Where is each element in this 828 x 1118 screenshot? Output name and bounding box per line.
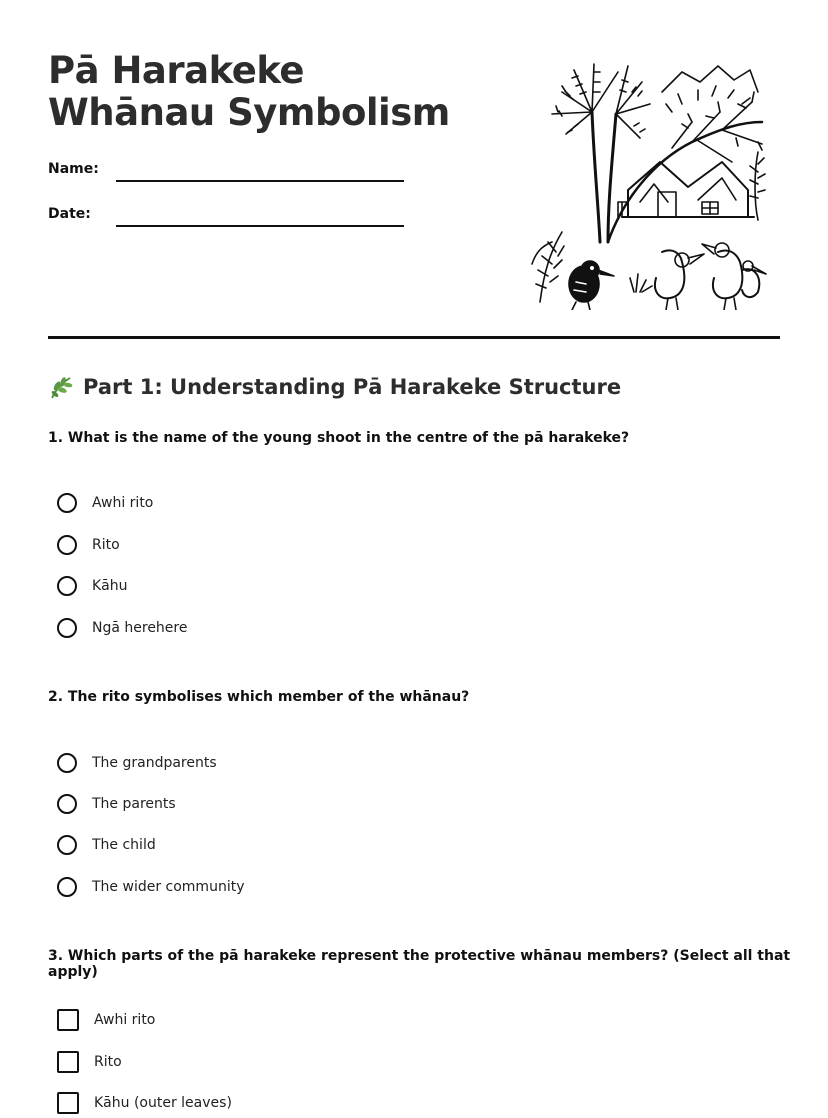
- option-label: The grandparents: [92, 755, 217, 771]
- question-2: 2. The rito symbolises which member of the whānau?: [48, 689, 470, 705]
- radio-button[interactable]: [57, 753, 77, 773]
- checkbox[interactable]: [57, 1092, 79, 1114]
- q3-option-rito[interactable]: [57, 1050, 122, 1074]
- option-label: Rito: [94, 1054, 122, 1070]
- q3-option-awhi-rito[interactable]: [57, 1008, 155, 1032]
- question-3: 3. Which parts of the pā harakeke represent the protective whānau members? (Select all that apply): [48, 948, 791, 980]
- option-label: Awhi rito: [92, 495, 154, 511]
- header-divider: [48, 336, 780, 339]
- radio-button[interactable]: [57, 794, 77, 814]
- q1-option-rito[interactable]: [57, 533, 120, 557]
- date-field[interactable]: [116, 225, 404, 227]
- option-label: The child: [92, 837, 156, 853]
- checkbox[interactable]: [57, 1051, 79, 1073]
- q1-option-kahu[interactable]: [57, 574, 128, 598]
- q2-option-wider-community[interactable]: [57, 875, 244, 899]
- option-label: The wider community: [92, 879, 245, 895]
- leaf-icon: [48, 374, 74, 400]
- radio-button[interactable]: [57, 877, 77, 897]
- section-title-text: Part 1: Understanding Pā Harakeke Structure: [83, 375, 622, 399]
- option-label: Kāhu (outer leaves): [94, 1095, 232, 1111]
- radio-button[interactable]: [57, 576, 77, 596]
- radio-button[interactable]: [57, 835, 77, 855]
- q2-option-child[interactable]: [57, 833, 156, 857]
- checkbox[interactable]: [57, 1009, 79, 1031]
- name-label: Name:: [48, 161, 99, 177]
- radio-button[interactable]: [57, 493, 77, 513]
- date-label: Date:: [48, 206, 91, 222]
- name-field[interactable]: [116, 180, 404, 182]
- radio-button[interactable]: [57, 535, 77, 555]
- section-title-part1: [48, 374, 621, 400]
- option-label: Kāhu: [92, 578, 128, 594]
- option-label: Awhi rito: [94, 1012, 156, 1028]
- q2-option-parents[interactable]: [57, 792, 176, 816]
- q2-option-grandparents[interactable]: [57, 751, 217, 775]
- q1-option-nga-herehere[interactable]: [57, 616, 187, 640]
- q1-option-awhi-rito[interactable]: [57, 491, 153, 515]
- option-label: Ngā herehere: [92, 620, 188, 636]
- option-label: The parents: [92, 796, 176, 812]
- harakeke-illustration-icon: [522, 52, 772, 310]
- option-label: Rito: [92, 537, 120, 553]
- question-1: 1. What is the name of the young shoot in the centre of the pā harakeke?: [48, 430, 630, 446]
- q3-option-kahu-outer-leaves[interactable]: [57, 1091, 232, 1115]
- page-title: Pā Harakeke Whānau Symbolism: [48, 49, 450, 134]
- radio-button[interactable]: [57, 618, 77, 638]
